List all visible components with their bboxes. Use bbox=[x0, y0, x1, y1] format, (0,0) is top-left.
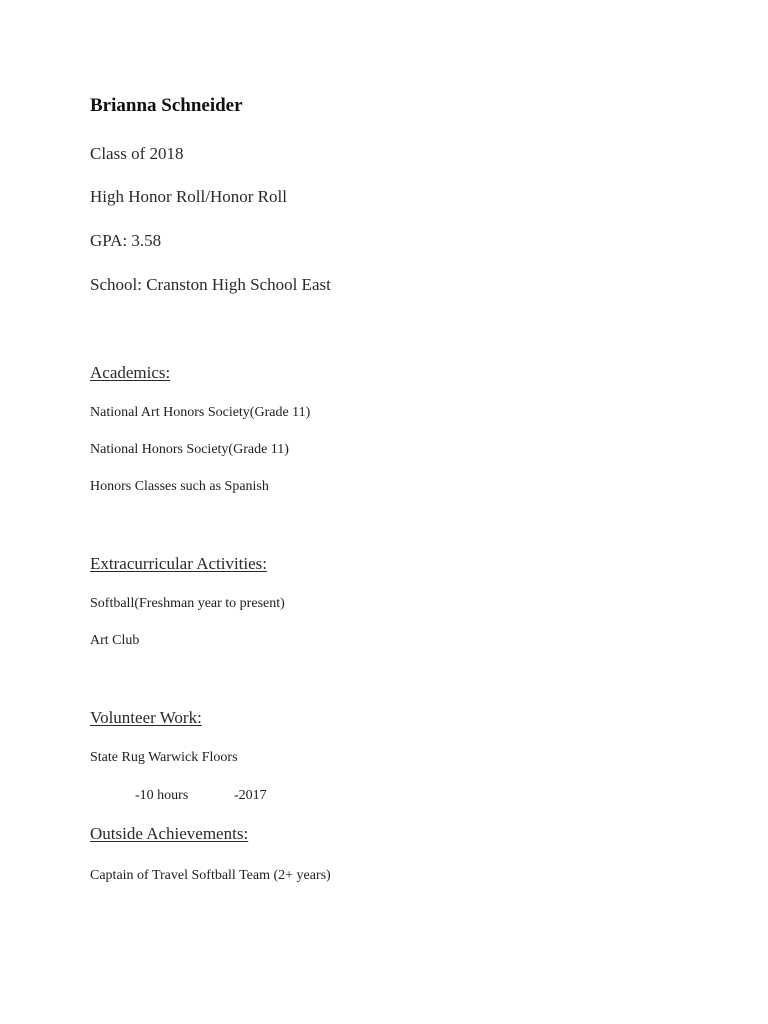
outside-achievements-item: Captain of Travel Softball Team (2+ years) bbox=[90, 868, 331, 883]
volunteer-hours: -10 hours bbox=[135, 788, 189, 803]
extracurricular-item: Softball(Freshman year to present) bbox=[90, 596, 285, 611]
academics-item: National Art Honors Society(Grade 11) bbox=[90, 405, 311, 420]
class-year: Class of 2018 bbox=[90, 144, 184, 163]
academics-item: Honors Classes such as Spanish bbox=[90, 479, 269, 494]
outside-achievements-heading: Outside Achievements: bbox=[90, 824, 249, 843]
honor-roll: High Honor Roll/Honor Roll bbox=[90, 187, 287, 206]
gpa: GPA: 3.58 bbox=[90, 231, 162, 250]
volunteer-year: -2017 bbox=[234, 788, 267, 803]
academics-item: National Honors Society(Grade 11) bbox=[90, 442, 289, 457]
extracurricular-heading: Extracurricular Activities: bbox=[90, 554, 268, 573]
academics-heading: Academics: bbox=[90, 363, 171, 382]
volunteer-item: State Rug Warwick Floors bbox=[90, 750, 238, 765]
volunteer-heading: Volunteer Work: bbox=[90, 708, 202, 727]
student-name: Brianna Schneider bbox=[90, 95, 243, 116]
school: School: Cranston High School East bbox=[90, 275, 331, 294]
extracurricular-item: Art Club bbox=[90, 633, 140, 648]
